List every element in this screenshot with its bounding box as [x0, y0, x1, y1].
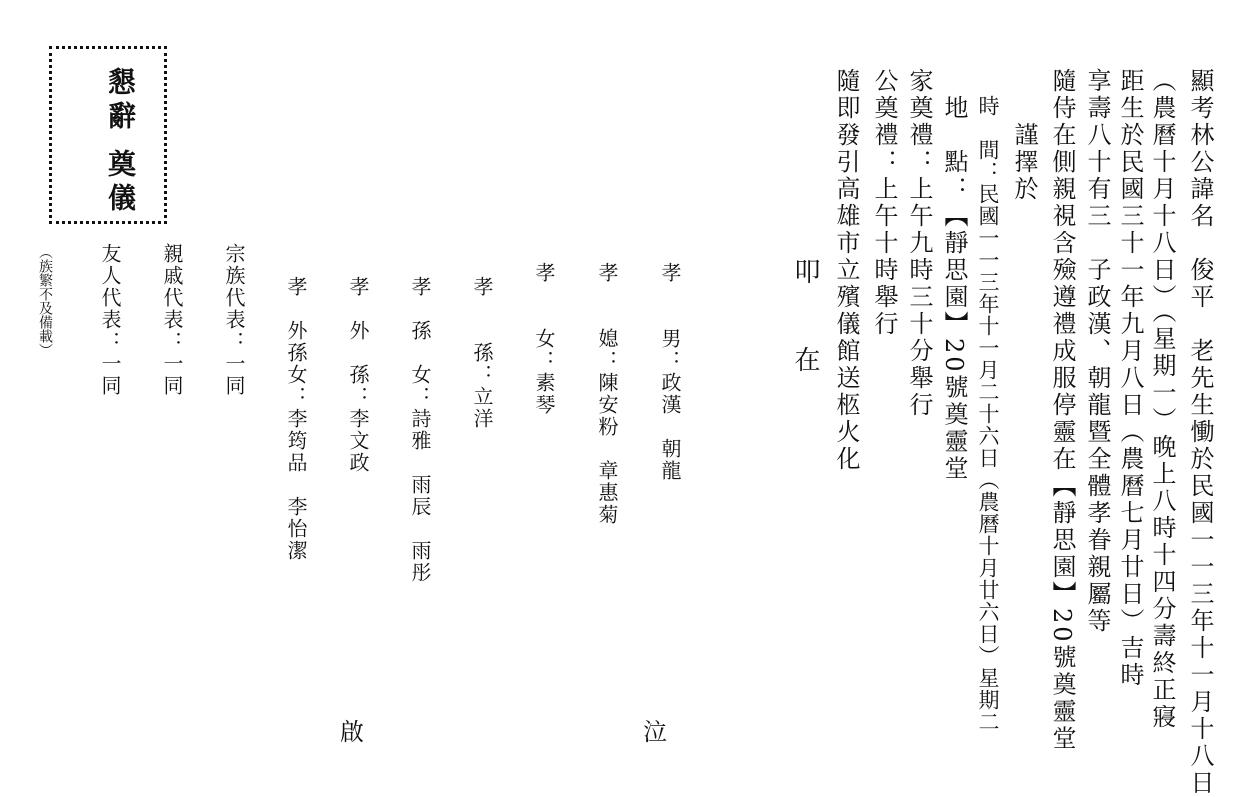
notice-line-2: 奠儀	[104, 149, 137, 217]
weep-character: 泣	[643, 718, 667, 746]
obituary-line-11: 隨即發引高雄市立殯儀館送柩火化	[832, 68, 860, 473]
clan-representative: 宗族代表：一同	[222, 243, 246, 397]
mourner-grandson: 孝 孫：立洋	[470, 276, 494, 430]
obituary-line-7: 時 間：民國一一三年十一月二十六日（農曆十月廿六日）星期二	[976, 95, 1000, 733]
kou-zai-text: 叩 在	[790, 258, 820, 390]
notice-line-1: 懇辭	[104, 67, 137, 135]
announce-character: 啟	[340, 718, 364, 746]
obituary-line-10: 公奠禮：上午十時舉行	[870, 68, 898, 338]
obituary-line-8: 地 點：【靜思園】20號奠靈堂	[940, 95, 968, 483]
mourner-daughter: 孝 女：素琴	[532, 262, 556, 416]
obituary-line-1: 顯考林公諱名 俊平 老先生慟於民國一一三年十一月十八日	[1186, 68, 1214, 797]
obituary-line-5: 隨侍在側親視含殮遵禮成服停靈在【靜思園】20號奠靈堂	[1048, 68, 1076, 753]
decline-gifts-box	[49, 46, 167, 224]
mourner-granddaughters: 孝 孫 女：詩雅 雨辰 雨彤	[408, 276, 432, 584]
mourner-outer-granddaughters: 孝 外孫女：李筠品 李怡潔	[284, 276, 308, 562]
obituary-line-6: 謹擇於	[1010, 122, 1038, 203]
obituary-line-2: （農曆十月十八日）（星期一）晚上八時十四分壽終正寢	[1148, 68, 1176, 731]
relatives-representative: 親戚代表：一同	[160, 243, 184, 397]
mourner-sons: 孝 男：政漢 朝龍	[658, 262, 682, 482]
obituary-line-3: 距生於民國三十一年九月八日（農曆七月廿日）吉時	[1116, 68, 1144, 689]
obituary-line-4: 享壽八十有三 子政漢、朝龍暨全體孝眷親屬等	[1083, 68, 1111, 635]
friends-representative: 友人代表：一同	[98, 243, 122, 397]
mourner-daughters-in-law: 孝 媳：陳安粉 章惠菊	[595, 262, 619, 526]
footnote: （族繁不及備載）	[37, 245, 53, 357]
obituary-line-9: 家奠禮：上午九時三十分舉行	[905, 68, 933, 419]
mourner-outer-grandson: 孝 外 孫：李文政	[346, 276, 370, 474]
